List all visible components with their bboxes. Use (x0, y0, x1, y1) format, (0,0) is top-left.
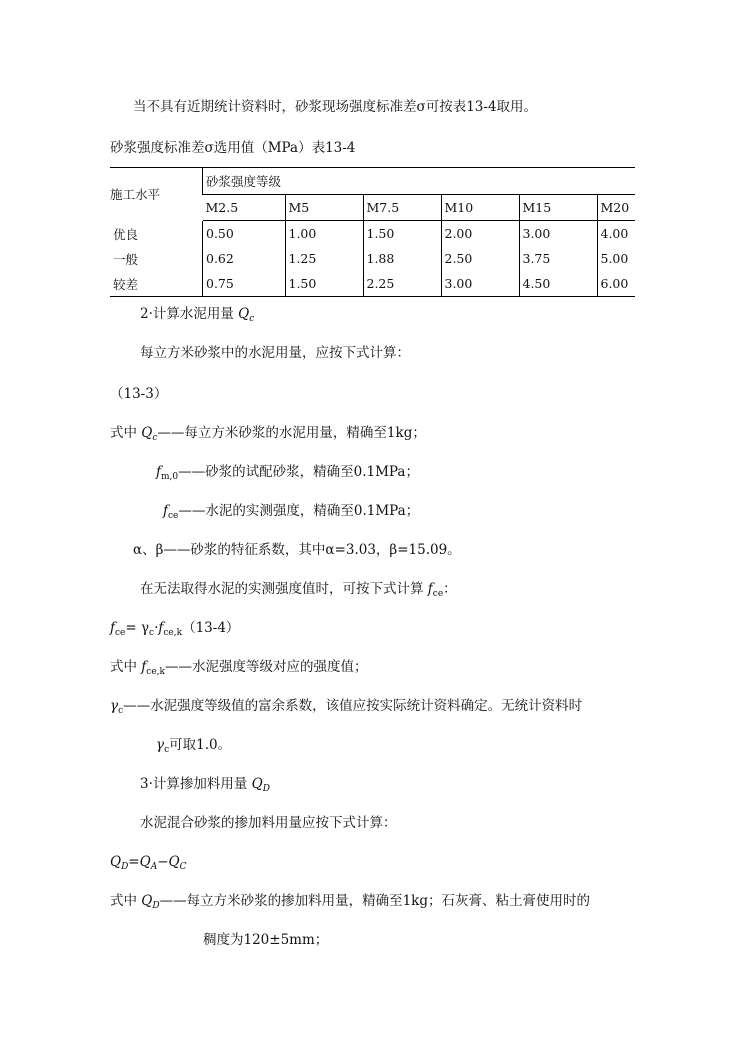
grade-cell: M2.5 (203, 195, 286, 221)
table-row (110, 221, 635, 247)
value-cell: 1.00 (285, 221, 363, 247)
level-cell: 优良 (113, 226, 139, 242)
where-qc: 式中 $Q_c——$每立方米砂浆的水泥用量，精确至1kg； (110, 425, 426, 443)
level-cell: 较差 (110, 271, 203, 297)
section-2-text: 每立方米砂浆中的水泥用量，应按下式计算： (140, 345, 410, 361)
where-fce: $f_{ce}——$水泥的实测强度，精确至0.1MPa； (163, 503, 420, 521)
level-cell: 一般 (113, 251, 139, 267)
value-cell: 1.50 (285, 271, 363, 297)
table-header-row (110, 168, 635, 195)
value-cell: 3.00 (441, 271, 519, 297)
where-qd-cont: 稠度为120±5mm； (203, 932, 329, 948)
section-3-heading: 3·计算掺加料用量 $Q_D$ (140, 776, 270, 794)
where-gamma-default: $\gamma_c$可取1.0。 (156, 737, 232, 755)
value-cell: 4.50 (519, 271, 597, 297)
grade-header: 砂浆强度等级 (203, 168, 636, 195)
where-qd: 式中 $Q_D——$每立方米砂浆的掺加料用量，精确至1kg；石灰膏、粘土膏使用时的 (110, 893, 591, 911)
where-alpha-beta: α、β——砂浆的特征系数，其中α=3.03，β=15.09。 (133, 542, 461, 558)
where-gamma: $\gamma_c——$水泥强度等级值的富余系数，该值应按实际统计资料确定。无统计资料时 (110, 698, 583, 716)
value-cell: 3.75 (519, 246, 597, 271)
level-header: 施工水平 (110, 168, 203, 221)
eq-13-4: $f_{ce}= \gamma_c\cdot f_{ce,k}(13-4)$ (110, 620, 240, 638)
value-cell: 2.50 (441, 246, 519, 271)
value-cell: 0.50 (203, 221, 286, 247)
value-cell: 6.00 (597, 271, 635, 297)
section-2-heading: 2·计算水泥用量 $Q_c$ (140, 306, 255, 324)
eq-13-3-label: （13-3） (110, 386, 168, 402)
eq-qd: $Q_D=Q_A-Q_C$ (110, 854, 187, 872)
grade-cell: M5 (285, 195, 363, 221)
value-cell: 5.00 (597, 246, 635, 271)
table-caption: 砂浆强度标准差σ选用值（MPa）表13-4 (110, 140, 356, 156)
value-cell: 3.00 (519, 221, 597, 247)
sigma-table (110, 167, 635, 297)
grade-cell: M20 (597, 195, 635, 221)
value-cell: 0.62 (203, 246, 286, 271)
intro-text: 当不具有近期统计资料时，砂浆现场强度标准差σ可按表13-4取用。 (133, 99, 538, 115)
value-cell: 1.25 (285, 246, 363, 271)
table-row (110, 246, 635, 271)
where-fm0: $f_{m,0}——$砂浆的试配砂浆，精确至0.1MPa； (156, 464, 419, 482)
value-cell: 1.50 (363, 221, 441, 247)
grade-cell: M15 (519, 195, 597, 221)
table-row (110, 271, 635, 297)
value-cell: 1.88 (363, 246, 441, 271)
grade-cell: M7.5 (363, 195, 441, 221)
value-cell: 4.00 (597, 221, 635, 247)
value-cell: 2.25 (363, 271, 441, 297)
where-fcek: 式中 $f_{ce,k}——$水泥强度等级对应的强度值； (110, 659, 368, 677)
section-3-text: 水泥混合砂浆的掺加料用量应按下式计算： (140, 815, 397, 831)
grade-cell: M10 (441, 195, 519, 221)
value-cell: 2.00 (441, 221, 519, 247)
value-cell: 0.75 (203, 271, 286, 297)
fce-intro: 在无法取得水泥的实测强度值时，可按下式计算 $f_{ce}$： (140, 581, 457, 599)
